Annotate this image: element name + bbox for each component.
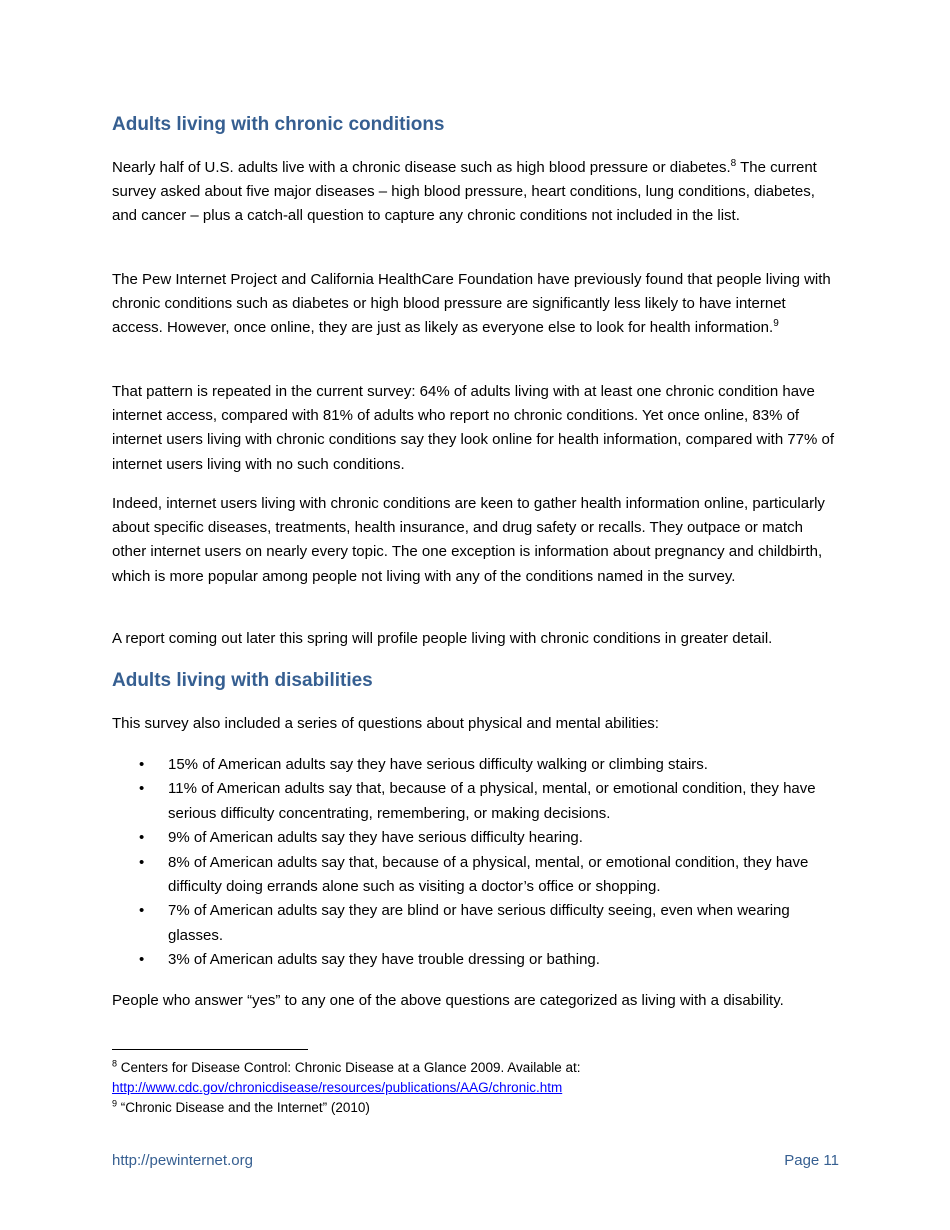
bullet-icon: • [139,780,145,798]
list-item [112,777,840,826]
list-item-text: 15% of American adults say they have serious difficulty walking or climbing stairs. [168,756,708,773]
list-item-text: 9% of American adults say they have serious difficulty hearing. [168,829,583,847]
list-item [112,826,840,850]
bullet-icon: • [139,902,145,920]
list-item [112,899,840,948]
footnotes [112,1058,840,1118]
paragraph-survey-pattern: That pattern is repeated in the current survey: 64% of adults living with at least one chronic condition have internet access, compared with 81% of adults who report no chronic conditions. Yet once online, 83% of internet users living with chronic conditions say they look online for health information, compared with 77% of internet users living with no such conditions. [112,383,835,473]
list-item-text: 3% of American adults say they have trouble dressing or bathing. [168,951,600,969]
footnote-number: 8 [112,1058,118,1069]
paragraph-chronic-intro [112,156,836,229]
footnote-number: 9 [112,1098,118,1109]
footnote-divider [112,1049,308,1050]
footnote-8-link-row [112,1078,840,1098]
bullet-icon: • [139,951,145,969]
paragraph-upcoming-report: A report coming out later this spring will profile people living with chronic conditions in greater detail. [112,630,773,647]
footer-url[interactable]: http://pewinternet.org [112,1152,253,1169]
list-item [112,851,840,900]
footnote-ref-9[interactable]: 9 [773,318,779,330]
bullet-icon: • [139,853,145,871]
bullet-icon: • [139,829,145,847]
paragraph-pew-findings [112,268,836,341]
section-heading-disabilities: Adults living with disabilities [112,670,373,691]
section-heading-chronic-conditions: Adults living with chronic conditions [112,114,445,135]
cdc-link[interactable]: http://www.cdc.gov/chronicdisease/resources/publications/AAG/chronic.htm [112,1080,563,1095]
paragraph-disability-intro: This survey also included a series of questions about physical and mental abilities: [112,715,659,732]
paragraph-disability-definition: People who answer “yes” to any one of the above questions are categorized as living with a disability. [112,992,784,1009]
page-number: Page 11 [784,1152,839,1169]
footnote-text: Centers for Disease Control: Chronic Disease at a Glance 2009. Available at: [117,1060,581,1075]
disability-bullet-list [112,753,840,973]
list-item [112,948,840,972]
footnote-8 [112,1058,840,1078]
paragraph-text: Nearly half of U.S. adults live with a chronic disease such as high blood pressure or diabetes. [112,159,731,176]
footnote-9 [112,1098,840,1118]
list-item [112,753,840,777]
paragraph-text: The Pew Internet Project and California HealthCare Foundation have previously found that people living with chronic conditions such as diabetes or high blood pressure are significantly less likely to have internet access. However, once online, they are just as likely as everyone else to look for health information. [112,271,831,337]
list-item-text: 7% of American adults say they are blind or have serious difficulty seeing, even when wearing glasses. [168,902,790,944]
list-item-text: 11% of American adults say that, because of a physical, mental, or emotional condition, they have serious difficulty concentrating, remembering, or making decisions. [168,780,816,822]
list-item-text: 8% of American adults say that, because of a physical, mental, or emotional condition, they have difficulty doing errands alone such as visiting a doctor’s office or shopping. [168,853,809,896]
paragraph-text: The current survey asked about five major diseases – high blood pressure, heart conditions, lung conditions, diabetes, and cancer – plus a catch-all question to capture any chronic conditions not included in the list. [112,159,817,225]
footnote-ref-8[interactable]: 8 [730,158,737,169]
bullet-icon: • [139,756,145,773]
paragraph-health-info-topics: Indeed, internet users living with chronic conditions are keen to gather health information online, particularly about specific diseases, treatments, health insurance, and drug safety or recalls. They outpace or match other internet users on nearly every topic. The one exception is information about pregnancy and childbirth, which is more popular among people not living with any of the conditions named in the survey. [112,495,825,585]
footnote-text: “Chronic Disease and the Internet” (2010) [117,1100,370,1115]
